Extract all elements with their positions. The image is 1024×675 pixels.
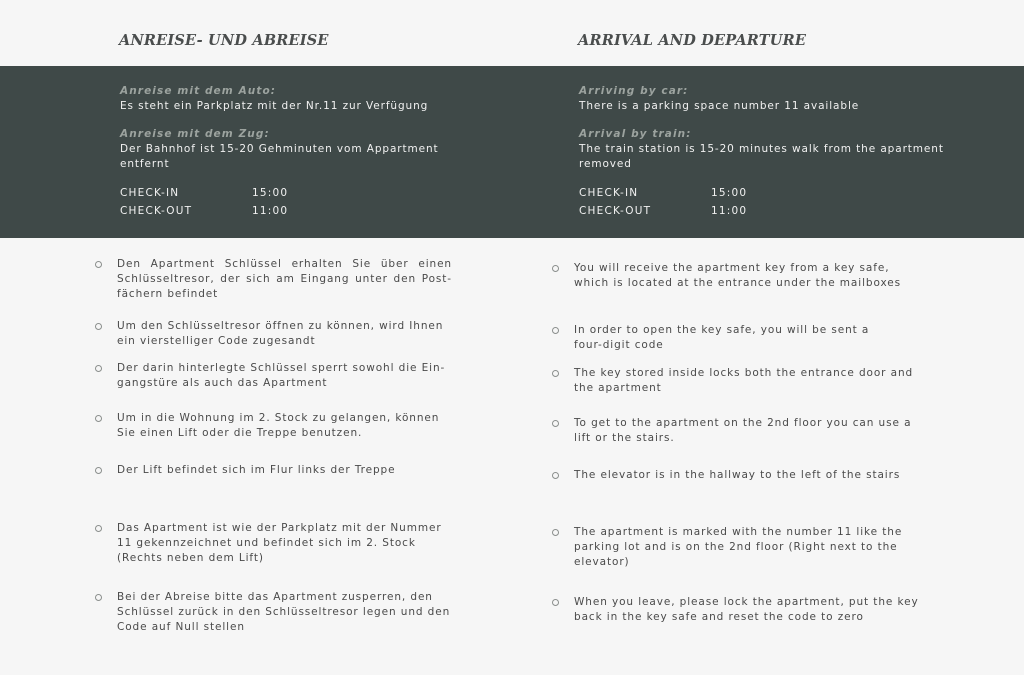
english-list-item: You will receive the apartment key from a key safe, which is located at the entrance under the mailboxes (574, 262, 901, 289)
german-train-text: Der Bahnhof ist 15-20 Gehminuten vom Appartment entfernt (120, 143, 439, 170)
english-list-item: To get to the apartment on the 2nd floor you can use a lift or the stairs. (574, 417, 912, 444)
english-car-label: Arriving by car: (579, 85, 689, 97)
list-bullet-icon (552, 529, 559, 536)
list-bullet-icon (552, 472, 559, 479)
list-bullet-icon (95, 525, 102, 532)
list-bullet-icon (95, 365, 102, 372)
english-checkin-time: 15:00 (711, 187, 748, 199)
german-list-item: Das Apartment ist wie der Parkplatz mit der Nummer 11 gekennzeichnet und befindet sich im 2. Stock (Rechts neben dem Lift) (117, 522, 442, 564)
german-checkin-time: 15:00 (252, 187, 289, 199)
german-list-item: Der darin hinterlegte Schlüssel sperrt sowohl die Ein-gangstüre als auch das Apartment (117, 362, 446, 389)
german-list-item: Bei der Abreise bitte das Apartment zusperren, den Schlüssel zurück in den Schlüsseltresor legen und den Code auf Null stellen (117, 591, 451, 633)
english-list-item: The elevator is in the hallway to the left of the stairs (574, 469, 901, 481)
list-bullet-icon (552, 599, 559, 606)
list-bullet-icon (552, 265, 559, 272)
list-bullet-icon (95, 415, 102, 422)
english-list-item: The key stored inside locks both the entrance door and the apartment (574, 367, 914, 394)
english-train-label: Arrival by train: (579, 128, 692, 140)
english-car-text: There is a parking space number 11 available (579, 100, 860, 112)
english-checkin-label: CHECK-IN (579, 187, 639, 199)
german-checkout-label: CHECK-OUT (120, 205, 193, 217)
list-bullet-icon (552, 420, 559, 427)
english-train-text: The train station is 15-20 minutes walk from the apartment removed (579, 143, 944, 170)
english-list-item: The apartment is marked with the number 11 like the parking lot and is on the 2nd floor (Right next to the elevator) (574, 526, 903, 568)
german-car-label: Anreise mit dem Auto: (120, 85, 277, 97)
english-list-item: In order to open the key safe, you will be sent a four-digit code (574, 324, 870, 351)
german-checkin-label: CHECK-IN (120, 187, 180, 199)
list-bullet-icon (95, 594, 102, 601)
german-list-item: Um den Schlüsseltresor öffnen zu können, wird Ihnen ein vierstelliger Code zugesandt (117, 320, 444, 347)
german-section-title: ANREISE- UND ABREISE (119, 32, 329, 49)
list-bullet-icon (95, 467, 102, 474)
english-checkout-time: 11:00 (711, 205, 748, 217)
german-list-item: Den Apartment Schlüssel erhalten Sie über einen Schlüsseltresor, der sich am Eingang unter den Post-fächern befindet (117, 258, 452, 300)
info-band (0, 66, 1024, 238)
list-bullet-icon (552, 327, 559, 334)
german-checkout-time: 11:00 (252, 205, 289, 217)
english-section-title: ARRIVAL AND DEPARTURE (578, 32, 807, 49)
german-list-item: Der Lift befindet sich im Flur links der Treppe (117, 464, 396, 476)
list-bullet-icon (552, 370, 559, 377)
list-bullet-icon (95, 261, 102, 268)
list-bullet-icon (95, 323, 102, 330)
german-car-text: Es steht ein Parkplatz mit der Nr.11 zur Verfügung (120, 100, 429, 112)
english-list-item: When you leave, please lock the apartment, put the key back in the key safe and reset the code to zero (574, 596, 919, 623)
german-train-label: Anreise mit dem Zug: (120, 128, 270, 140)
german-list-item: Um in die Wohnung im 2. Stock zu gelangen, können Sie einen Lift oder die Treppe benutzen. (117, 412, 440, 439)
english-checkout-label: CHECK-OUT (579, 205, 652, 217)
